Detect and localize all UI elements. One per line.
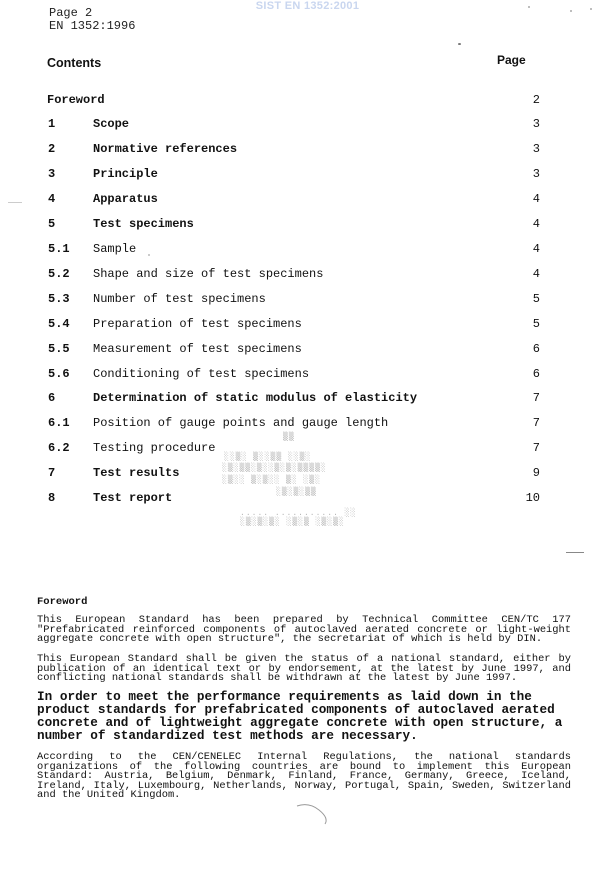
scan-speck [528, 6, 530, 8]
scan-stamp: ░▒░▒▒░▒░░▒░▒░▒▒▒▒░ [222, 463, 327, 472]
foreword-paragraph-2: This European Standard shall be given the status of a national standard, either by publication of an identical text or by endorsement, at the latest by June 1997, and conflicting national standards shall be withdrawn at the latest by June 1997. [37, 653, 571, 685]
toc-entry-page: 10 [525, 491, 540, 506]
toc-entry-title: Shape and size of test specimens [93, 266, 324, 281]
toc-entry-title: Test report [93, 491, 173, 506]
toc-entry-page: 4 [532, 266, 540, 281]
toc-entry[interactable] [0, 391, 615, 409]
toc-entry-page: 4 [532, 191, 540, 206]
scan-speck [8, 202, 22, 203]
toc-entry-page: 4 [532, 241, 540, 256]
scan-stamp: ░▒░▒░▒░ ░▒░▒ ░▒░▒░ [240, 517, 345, 526]
toc-foreword-row[interactable] [0, 93, 615, 111]
page-column-label: Page [497, 53, 526, 67]
foreword-heading: Foreword [37, 596, 88, 608]
toc-entry-title: Preparation of test specimens [93, 316, 302, 331]
toc-entry-page: 6 [532, 341, 540, 356]
toc-entry-title: Sample [93, 241, 137, 256]
toc-entry-number: 5.5 [48, 341, 70, 356]
toc-entry[interactable] [0, 416, 615, 434]
toc-entry-title: Scope [93, 117, 130, 131]
watermark: SIST EN 1352:2001 [255, 0, 360, 12]
toc-entry-number: 5.6 [48, 366, 70, 381]
toc-entry-title: Principle [93, 166, 158, 181]
toc-entry[interactable] [0, 192, 615, 210]
toc-entry-number: 7 [48, 466, 56, 481]
toc-entry[interactable] [0, 142, 615, 160]
scan-speck [590, 8, 592, 10]
scan-stamp: ░▒░▒░▒▒ [276, 487, 317, 496]
toc-entry[interactable] [0, 292, 615, 310]
toc-entry-page: 6 [532, 366, 540, 381]
toc-entry-page: 4 [532, 216, 540, 231]
toc-entry-number: 6 [48, 391, 56, 406]
scan-stamp: ▒▒ [283, 432, 295, 441]
toc-entry-number: 5.4 [48, 316, 70, 331]
toc-entry-number: 3 [48, 166, 56, 181]
toc-entry-page: 5 [532, 316, 540, 331]
toc-entry-title: Determination of static modulus of elasticity [93, 391, 418, 406]
toc-entry-page: 7 [532, 391, 540, 406]
scan-speck [566, 552, 584, 553]
toc-entry[interactable] [0, 267, 615, 285]
toc-foreword-page: 2 [532, 93, 540, 107]
toc-entry-title: Number of test specimens [93, 291, 266, 306]
toc-entry-number: 5.1 [48, 241, 70, 256]
toc-entry-page: 3 [532, 166, 540, 181]
toc-entry-title: Test specimens [93, 216, 194, 231]
toc-entry-page: 3 [532, 141, 540, 156]
contents-title: Contents [47, 56, 102, 70]
scan-stamp: ░▒░░ ▒░▒░░ ▒░ ░▒░ [222, 475, 321, 484]
toc-foreword-title: Foreword [47, 93, 105, 107]
page-number: Page 2 [49, 6, 93, 20]
scan-stamp: ..... ........... ░░ [240, 508, 357, 517]
toc-entry[interactable] [0, 342, 615, 360]
toc-entry-number: 5.2 [48, 266, 70, 281]
toc-entry[interactable] [0, 117, 615, 135]
toc-entry-number: 2 [48, 141, 56, 156]
standard-id: EN 1352:1996 [49, 19, 136, 33]
toc-entry-page: 9 [532, 466, 540, 481]
toc-entry-title: Apparatus [93, 191, 158, 206]
toc-entry-title: Position of gauge points and gauge length [93, 416, 389, 431]
foreword-paragraph-4: According to the CEN/CENELEC Internal Regulations, the national standards organizations of the following countries are bound to implement this European Standard: Austria, Belgium, Denmark, Finland, France, Germany, Greece, Iceland, Ireland, Italy, Luxembourg, Netherlands, Norway, Portugal, Spain, Sweden, Switzerland and the United Kingdom. [37, 751, 571, 802]
toc-entry-number: 6.2 [48, 441, 70, 456]
toc-entry-title: Normative references [93, 141, 238, 156]
toc-entry-number: 1 [48, 117, 56, 131]
toc-entry[interactable] [0, 242, 615, 260]
scan-speck [570, 10, 572, 12]
toc-entry[interactable] [0, 317, 615, 335]
toc-entry-title: Testing procedure [93, 441, 216, 456]
toc-entry-number: 8 [48, 491, 56, 506]
scan-speck [458, 43, 461, 45]
foreword-paragraph-1: This European Standard has been prepared by Technical Committee CEN/TC 177 "Prefabricated reinforced components of autoclaved aerated concrete or light-weight aggregate concrete with open structure", the secretariat of which is held by DIN. [37, 614, 571, 646]
toc-entry-number: 5.3 [48, 291, 70, 306]
toc-entry[interactable] [0, 367, 615, 385]
toc-entry-number: 5 [48, 216, 56, 231]
toc-entry-number: 6.1 [48, 416, 70, 431]
toc-entry-page: 7 [532, 416, 540, 431]
toc-entry-page: 5 [532, 291, 540, 306]
toc-entry[interactable] [0, 217, 615, 235]
scan-stamp: ░░▒░ ▒░░▒▒ ░░▒░ [224, 452, 312, 461]
toc-entry-number: 4 [48, 191, 56, 206]
foreword-paragraph-3: In order to meet the performance requirements as laid down in the product standards for prefabricated components of autoclaved aerated concrete and of lightweight aggregate concrete with open structure, a number of standardized test methods are necessary. [37, 689, 563, 743]
toc-entry-title: Measurement of test specimens [93, 341, 302, 356]
toc-entry-title: Conditioning of test specimens [93, 366, 310, 381]
scan-mark [295, 800, 335, 828]
toc-entry-page: 7 [532, 441, 540, 456]
scan-speck [148, 254, 150, 256]
toc-entry-page: 3 [532, 117, 540, 131]
toc-entry-title: Test results [93, 466, 180, 481]
toc-entry[interactable] [0, 167, 615, 185]
